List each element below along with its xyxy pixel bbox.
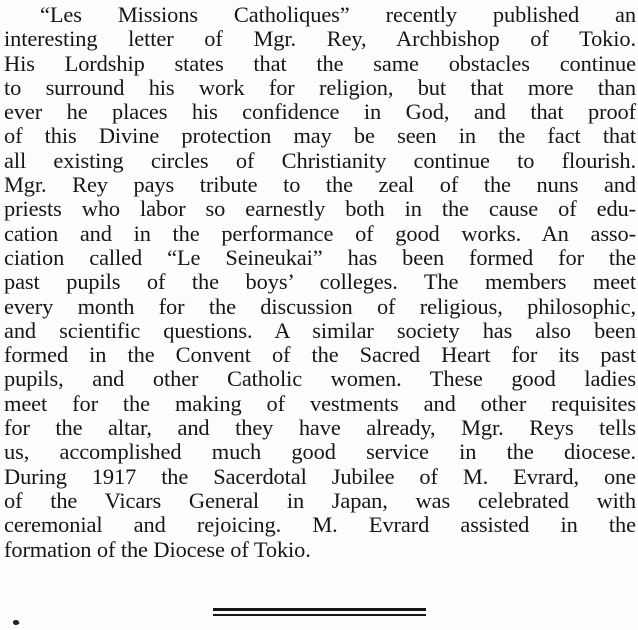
article-line: interesting letter of Mgr. Rey, Archbishop of Tokio. bbox=[4, 26, 636, 52]
article-line: to surround his work for religion, but that more than bbox=[4, 74, 636, 100]
article-line: pupils, and other Catholic women. These good ladies bbox=[4, 366, 636, 392]
article-line: of the Vicars General in Japan, was celebrated with bbox=[4, 487, 636, 513]
article-line: During 1917 the Sacerdotal Jubilee of M. Evrard, one bbox=[4, 463, 636, 489]
article-line: every month for the discussion of religious, philosophic, bbox=[4, 293, 636, 319]
article-line: Mgr. Rey pays tribute to the zeal of the nuns and bbox=[4, 172, 636, 198]
article-line: meet for the making of vestments and other requisites bbox=[4, 390, 636, 416]
print-speck-mark bbox=[12, 619, 19, 626]
article-line: ceremonial and rejoicing. M. Evrard assisted in the bbox=[4, 512, 636, 538]
article-line: formed in the Convent of the Sacred Heart for its past bbox=[4, 342, 636, 368]
article-line: and scientific questions. A similar society has also been bbox=[4, 317, 636, 343]
article-line: His Lordship states that the same obstacles continue bbox=[4, 50, 636, 76]
article-line: all existing circles of Christianity continue to flourish. bbox=[4, 147, 636, 173]
article-line: us, accomplished much good service in the diocese. bbox=[4, 439, 636, 465]
article-line: ciation called “Le Seineukai” has been formed for the bbox=[4, 244, 636, 270]
article-line: cation and in the performance of good works. An asso- bbox=[4, 220, 636, 246]
article-line: ever he places his confidence in God, and that proof bbox=[4, 99, 636, 125]
separator-rule bbox=[213, 608, 426, 611]
article-body bbox=[4, 3, 636, 562]
separator-rule bbox=[213, 614, 426, 616]
article-line: formation of the Diocese of Tokio. bbox=[4, 536, 311, 562]
newspaper-clipping bbox=[4, 0, 636, 630]
article-line: “Les Missions Catholiques” recently published an bbox=[40, 2, 636, 27]
article-line: for the altar, and they have already, Mgr. Reys tells bbox=[4, 415, 636, 441]
article-line: past pupils of the boys’ colleges. The members meet bbox=[4, 269, 636, 295]
article-line: of this Divine protection may be seen in the fact that bbox=[4, 123, 636, 149]
article-line: priests who labor so earnestly both in the cause of edu- bbox=[4, 196, 636, 222]
